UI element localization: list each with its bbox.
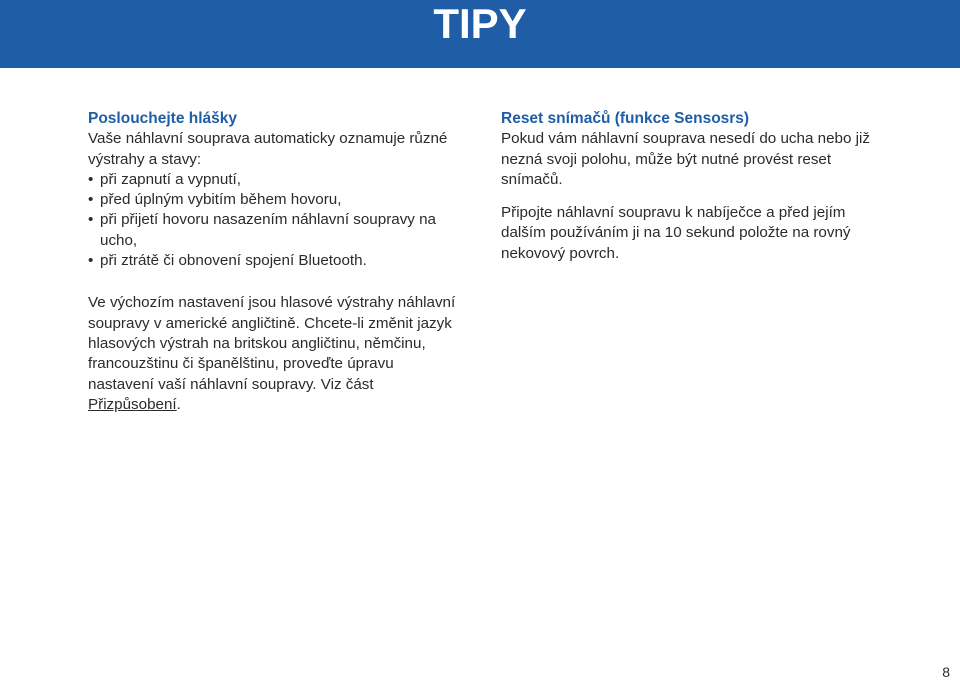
section-heading-announcements: Poslouchejte hlášky <box>88 110 238 127</box>
customize-link[interactable]: Přizpůsobení <box>88 395 177 413</box>
list-item: • při ztrátě či obnovení spojení Bluetooth. <box>88 251 458 271</box>
section-heading-sensor-reset: Reset snímačů (funkce Sensosrs) <box>501 110 750 127</box>
language-paragraph <box>88 293 458 415</box>
alerts-list <box>88 170 458 271</box>
list-item: • při přijetí hovoru nasazením náhlavní soupravy na ucho, <box>88 210 458 251</box>
right-column <box>501 109 881 264</box>
page-title: TIPY <box>433 0 527 47</box>
language-paragraph-text: Ve výchozím nastavení jsou hlasové výstrahy náhlavní soupravy v americké angličtině. Chcete-li změnit jazyk hlasových výstrah na britskou angličtinu, němčinu, francouzštinu či španělštinu, proveďte úpravu nastavení vaší náhlavní soupravy. Viz část <box>88 294 456 393</box>
paragraph-end: . <box>176 395 181 413</box>
sensor-reset-instructions: Připojte náhlavní soupravu k nabíječce a před jejím dalším používáním ji na 10 sekund položte na rovný nekovový povrch. <box>501 204 851 262</box>
intro-paragraph: Vaše náhlavní souprava automaticky oznamuje různé výstrahy a stavy: <box>88 130 448 168</box>
header-bar <box>0 0 960 68</box>
list-item: • při zapnutí a vypnutí, <box>88 170 458 190</box>
page-number: 8 <box>942 664 950 680</box>
sensor-reset-paragraph: Pokud vám náhlavní souprava nesedí do ucha nebo již nezná svoji polohu, může být nutné provést reset snímačů. <box>501 130 870 188</box>
list-item: • před úplným vybitím během hovoru, <box>88 190 458 210</box>
left-column <box>88 109 458 415</box>
